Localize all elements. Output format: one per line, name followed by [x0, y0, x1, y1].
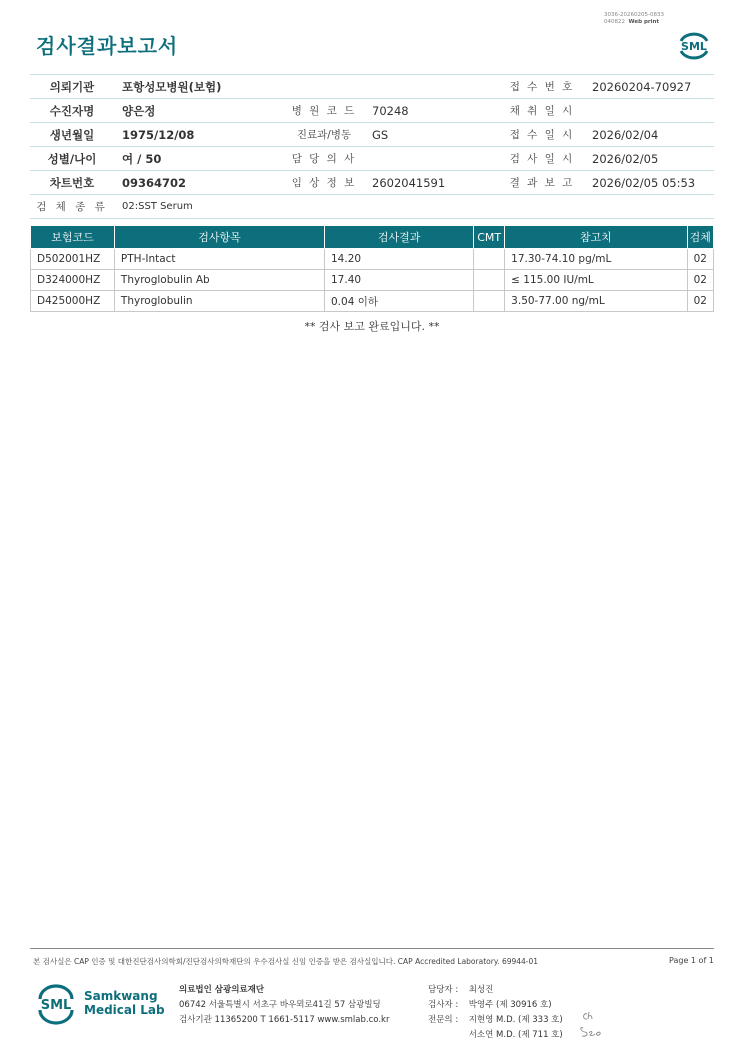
sex-age-value: 여 / 50 — [114, 147, 284, 171]
lab-contact: 검사기관 11365200 T 1661-5117 www.smlab.co.kr — [179, 1015, 390, 1025]
result-report-value: 2026/02/05 05:53 — [584, 171, 714, 195]
header-reference: 참고치 — [505, 226, 687, 249]
samkwang-logo-icon — [36, 980, 76, 1026]
specialist-label: 전문의 : — [428, 1015, 459, 1025]
test-item: Thyroglobulin — [114, 291, 324, 312]
insurance-code: D425000HZ — [31, 291, 115, 312]
patient-info-table — [30, 74, 714, 219]
institution-label: 의뢰기관 — [30, 75, 114, 99]
collection-date-label: 채 취 일 시 — [500, 99, 584, 123]
receipt-number-value: 20260204-70927 — [584, 75, 714, 99]
sml-logo-icon — [676, 28, 712, 62]
cmt — [474, 270, 505, 291]
staff-block — [428, 983, 563, 1043]
header-test-item: 검사항목 — [114, 226, 324, 249]
specimen-code: 02 — [687, 291, 713, 312]
reference-range: ≤ 115.00 IU/mL — [505, 270, 687, 291]
test-date-value: 2026/02/05 — [584, 147, 714, 171]
specimen-type-value: 02:SST Serum — [114, 195, 714, 219]
sex-age-label: 성별/나이 — [30, 147, 114, 171]
doctor-label: 담 당 의 사 — [284, 147, 364, 171]
hospital-code-value: 70248 — [364, 99, 500, 123]
specimen-code: 02 — [687, 249, 713, 270]
document-id-line2: 040822 — [604, 19, 625, 25]
patient-name-value: 양은정 — [114, 99, 284, 123]
lab-address-block — [179, 983, 389, 1028]
result-report-label: 결 과 보 고 — [500, 171, 584, 195]
results-header-row — [31, 226, 714, 249]
table-row — [31, 291, 714, 312]
specimen-type-label: 검 체 종 류 — [30, 195, 114, 219]
receipt-date-value: 2026/02/04 — [584, 123, 714, 147]
tester-label: 검사자 : — [428, 1000, 459, 1010]
signature-icon — [577, 1006, 611, 1040]
web-print-label: Web print — [628, 19, 660, 25]
collection-date-value — [584, 99, 714, 123]
test-result: 17.40 — [325, 270, 474, 291]
info-row — [30, 99, 714, 123]
insurance-code: D502001HZ — [31, 249, 115, 270]
cmt — [474, 291, 505, 312]
samkwang-logo-text: SML — [40, 998, 72, 1013]
birth-date-value: 1975/12/08 — [114, 123, 284, 147]
document-id — [604, 12, 664, 26]
page-number: Page 1 of 1 — [669, 956, 714, 965]
document-id-line1: 3036-20260205-0833 — [604, 12, 664, 18]
info-row — [30, 123, 714, 147]
receipt-number-label: 접 수 번 호 — [500, 75, 584, 99]
chart-number-value: 09364702 — [114, 171, 284, 195]
manager-name: 최성진 — [468, 985, 494, 995]
institution-value: 포항성모병원(보험) — [114, 75, 500, 99]
chart-number-label: 차트번호 — [30, 171, 114, 195]
department-label: 진료과/병동 — [284, 123, 364, 147]
info-row — [30, 75, 714, 99]
department-value: GS — [364, 123, 500, 147]
lab-name-line2: Medical Lab — [84, 1003, 165, 1017]
specialist-name-2: 서소연 M.D. (제 711 호) — [468, 1030, 563, 1040]
header-test-result: 검사결과 — [325, 226, 474, 249]
test-result: 0.04 이하 — [325, 291, 474, 312]
info-row — [30, 195, 714, 219]
patient-name-label: 수진자명 — [30, 99, 114, 123]
reference-range: 17.30-74.10 pg/mL — [505, 249, 687, 270]
reference-range: 3.50-77.00 ng/mL — [505, 291, 687, 312]
lab-name-line1: Samkwang — [84, 989, 158, 1003]
info-row — [30, 147, 714, 171]
cmt — [474, 249, 505, 270]
insurance-code: D324000HZ — [31, 270, 115, 291]
hospital-code-label: 병 원 코 드 — [284, 99, 364, 123]
receipt-date-label: 접 수 일 시 — [500, 123, 584, 147]
completion-note: ** 검사 보고 완료입니다. ** — [304, 320, 440, 333]
results-table — [30, 225, 714, 312]
clinical-info-value: 2602041591 — [364, 171, 500, 195]
page-title: 검사결과보고서 — [36, 34, 179, 58]
clinical-info-label: 임 상 정 보 — [284, 171, 364, 195]
doctor-value — [364, 147, 500, 171]
test-date-label: 검 사 일 시 — [500, 147, 584, 171]
header-insurance-code: 보험코드 — [31, 226, 115, 249]
table-row — [31, 249, 714, 270]
lab-address: 06742 서울특별시 서초구 바우뫼로41길 57 삼광빌딩 — [179, 1000, 381, 1010]
birth-date-label: 생년월일 — [30, 123, 114, 147]
header-specimen: 검체 — [687, 226, 713, 249]
test-result: 14.20 — [325, 249, 474, 270]
accreditation-note: 본 검사실은 CAP 인증 및 대한진단검사의학회/진단검사의학재단의 우수검사실 신임 인증을 받은 검사실입니다. CAP Accredited Laboratory. 69944-01 — [33, 957, 539, 966]
specialist-name-1: 지현영 M.D. (제 333 호) — [468, 1015, 563, 1025]
lab-organization: 의료법인 삼광의료재단 — [179, 985, 265, 995]
manager-label: 담당자 : — [428, 985, 459, 995]
info-row — [30, 171, 714, 195]
tester-name: 박영주 (제 30916 호) — [468, 1000, 552, 1010]
footer-divider — [30, 948, 714, 949]
header-cmt: CMT — [474, 226, 505, 249]
test-item: PTH-Intact — [114, 249, 324, 270]
sml-logo-text: SML — [681, 40, 707, 53]
test-item: Thyroglobulin Ab — [114, 270, 324, 291]
table-row — [31, 270, 714, 291]
specimen-code: 02 — [687, 270, 713, 291]
